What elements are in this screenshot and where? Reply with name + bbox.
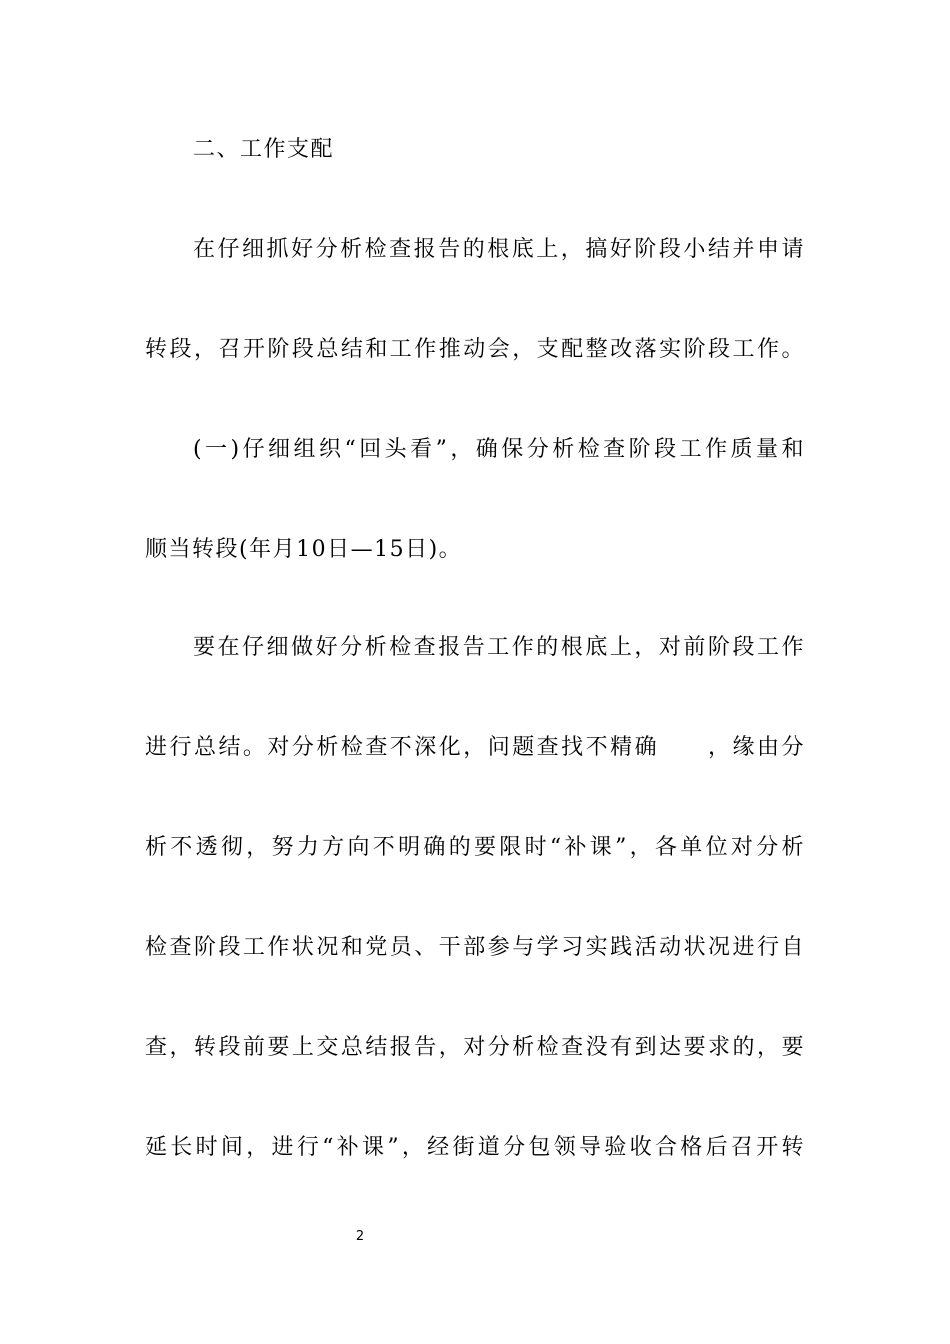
paragraph-line: 要在仔细做好分析检查报告工作的根底上，对前阶段工作 <box>193 635 805 660</box>
paragraph-line: 延长时间，进行“补课”，经街道分包领导验收合格后召开转 <box>145 1135 805 1160</box>
paragraph-line: 析不透彻，努力方向不明确的要限时“补课”，各单位对分析 <box>145 835 805 860</box>
page-number: 2 <box>355 1229 365 1244</box>
paragraph-line: 转段，召开阶段总结和工作推动会，支配整改落实阶段工作。 <box>145 337 805 362</box>
paragraph-line: 进行总结。对分析检查不深化，问题查找不精确 ，缘由分 <box>145 735 805 760</box>
paragraph-line: 查，转段前要上交总结报告，对分析检查没有到达要求的，要 <box>145 1035 805 1060</box>
paragraph-line: 检查阶段工作状况和党员、干部参与学习实践活动状况进行自 <box>145 935 805 960</box>
section-heading: 二、工作支配 <box>193 137 335 162</box>
subheading-line: 顺当转段(年月10日—15日)。 <box>145 537 463 562</box>
paragraph-line: 在仔细抓好分析检查报告的根底上，搞好阶段小结并申请 <box>193 237 805 262</box>
subheading-line: (一)仔细组织“回头看”，确保分析检查阶段工作质量和 <box>193 437 805 462</box>
